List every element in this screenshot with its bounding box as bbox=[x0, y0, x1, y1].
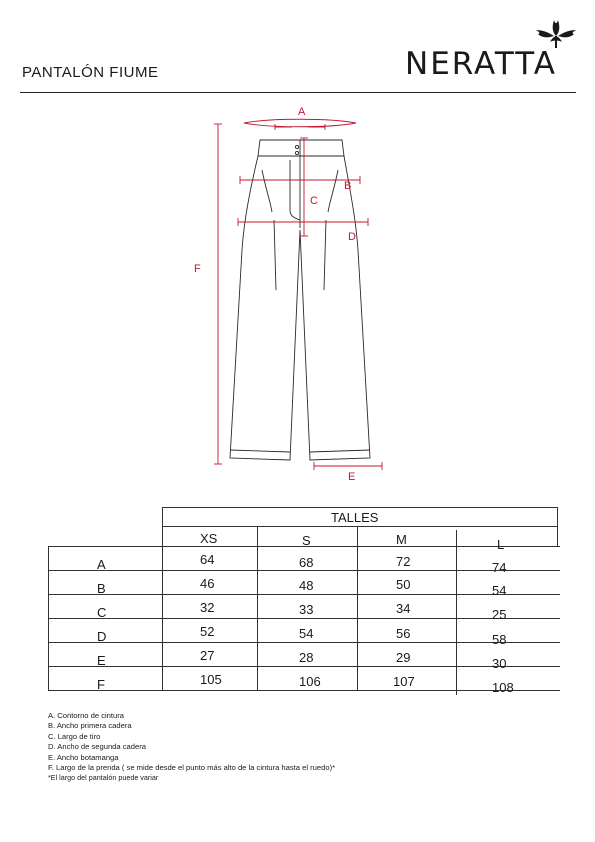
table-cell: 46 bbox=[200, 576, 215, 591]
table-cell: 34 bbox=[396, 601, 411, 616]
size-header: M bbox=[396, 532, 407, 547]
table-cell: 58 bbox=[492, 632, 507, 647]
size-header: S bbox=[302, 533, 311, 548]
measurement-legend bbox=[48, 711, 335, 784]
table-cell: 54 bbox=[492, 583, 507, 598]
table-cell: 72 bbox=[396, 554, 411, 569]
table-border bbox=[48, 618, 560, 619]
row-label: D bbox=[97, 629, 107, 644]
table-cell: 33 bbox=[299, 602, 314, 617]
table-cell: 50 bbox=[396, 577, 411, 592]
table-cell: 74 bbox=[492, 560, 507, 575]
table-border bbox=[48, 666, 560, 667]
table-cell: 68 bbox=[299, 555, 314, 570]
table-border bbox=[48, 690, 560, 691]
table-border bbox=[162, 507, 163, 690]
table-border bbox=[557, 507, 558, 547]
legend-item: A. Contorno de cintura bbox=[48, 711, 124, 720]
row-label: E bbox=[97, 653, 106, 668]
table-cell: 107 bbox=[393, 674, 415, 689]
table-cell: 28 bbox=[299, 650, 314, 665]
measure-label-d: D bbox=[348, 231, 356, 243]
table-border bbox=[48, 594, 560, 595]
measure-label-c: C bbox=[310, 195, 318, 207]
table-cell: 105 bbox=[200, 672, 222, 687]
table-border bbox=[48, 546, 49, 690]
size-header: L bbox=[497, 537, 505, 552]
row-label: C bbox=[97, 605, 107, 620]
table-cell: 52 bbox=[200, 624, 215, 639]
table-cell: 30 bbox=[492, 656, 507, 671]
legend-item: D. Ancho de segunda cadera bbox=[48, 742, 146, 752]
table-border bbox=[162, 526, 558, 527]
table-cell: 106 bbox=[299, 674, 321, 689]
pants-technical-drawing bbox=[190, 100, 410, 490]
table-border bbox=[48, 642, 560, 643]
measure-label-b: B bbox=[344, 180, 352, 192]
table-cell: 56 bbox=[396, 626, 411, 641]
table-cell: 108 bbox=[492, 680, 514, 695]
table-cell: 27 bbox=[200, 648, 215, 663]
table-cell: 64 bbox=[200, 552, 215, 567]
brand-logo: NERATTA bbox=[405, 46, 557, 82]
page-title: PANTALÓN FIUME bbox=[22, 64, 159, 81]
table-cell: 32 bbox=[200, 600, 215, 615]
row-label: A bbox=[97, 557, 106, 572]
table-cell: 25 bbox=[492, 607, 507, 622]
legend-item: E. Ancho botamanga bbox=[48, 752, 119, 762]
table-border bbox=[456, 530, 457, 695]
measure-label-a: A bbox=[298, 106, 306, 118]
row-label: B bbox=[97, 581, 106, 596]
measure-label-e: E bbox=[348, 471, 356, 483]
legend-footnote: *El largo del pantalón puede variar bbox=[48, 773, 159, 783]
table-cell: 54 bbox=[299, 626, 314, 641]
legend-item: B. Ancho primera cadera bbox=[48, 721, 132, 731]
table-caption: TALLES bbox=[331, 510, 379, 525]
legend-item: C. Largo de tiro bbox=[48, 731, 101, 741]
table-cell: 29 bbox=[396, 650, 411, 665]
table-border bbox=[162, 507, 558, 508]
table-border bbox=[48, 570, 560, 571]
table-cell: 48 bbox=[299, 578, 314, 593]
row-label: F bbox=[97, 677, 105, 692]
legend-item: F. Largo de la prenda ( se mide desde el punto más alto de la cintura hasta el ruedo)* bbox=[48, 763, 336, 773]
size-header: XS bbox=[200, 531, 218, 546]
measure-label-f: F bbox=[194, 263, 201, 275]
header-divider bbox=[20, 92, 576, 93]
